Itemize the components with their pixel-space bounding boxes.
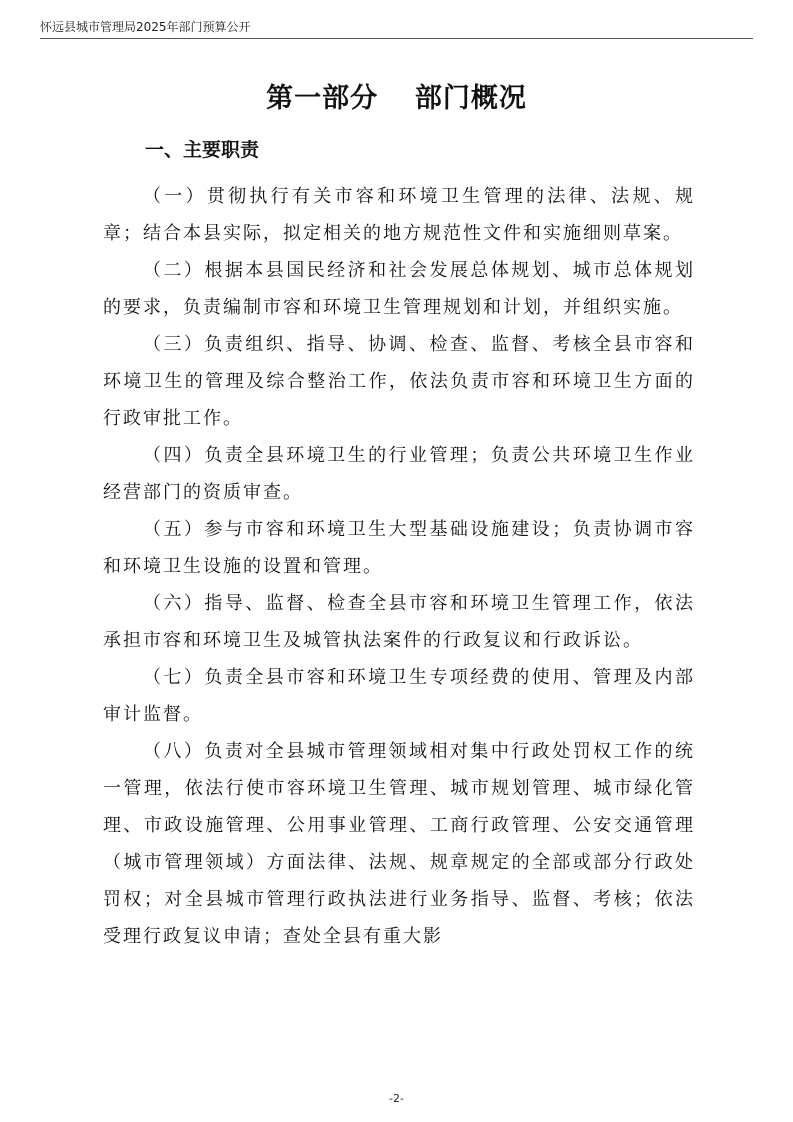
paragraph-6: （六）指导、监督、检查全县市容和环境卫生管理工作，依法承担市容和环境卫生及城管执法案件的行政复议和行政诉讼。 <box>103 593 695 651</box>
page-number: -2- <box>389 1092 404 1105</box>
header-divider <box>40 38 753 39</box>
responsibilities-body <box>103 178 695 955</box>
paragraph-1: （一）贯彻执行有关市容和环境卫生管理的法律、法规、规章；结合本县实际，拟定相关的地方规范性文件和实施细则草案。 <box>103 186 695 244</box>
paragraph-8: （八）负责对全县城市管理领域相对集中行政处罚权工作的统一管理，依法行使市容环境卫生管理、城市规划管理、城市绿化管理、市政设施管理、公用事业管理、工商行政管理、公安交通管理（城市管理领域）方面法律、法规、规章规定的全部或部分行政处罚权；对全县城市管理行政执法进行业务指导、监督、考核；依法受理行政复议申请；查处全县有重大影 <box>103 741 695 947</box>
paragraph-2: （二）根据本县国民经济和社会发展总体规划、城市总体规划的要求，负责编制市容和环境卫生管理规划和计划，并组织实施。 <box>103 260 695 318</box>
paragraph-4: （四）负责全县环境卫生的行业管理；负责公共环境卫生作业经营部门的资质审查。 <box>103 445 695 503</box>
running-header: 怀远县城市管理局2025年部门预算公开 <box>40 20 251 34</box>
paragraph-7: （七）负责全县市容和环境卫生专项经费的使用、管理及内部审计监督。 <box>103 667 695 725</box>
section-heading: 一、主要职责 <box>145 139 260 161</box>
paragraph-5: （五）参与市容和环境卫生大型基础设施建设；负责协调市容和环境卫生设施的设置和管理。 <box>103 519 695 577</box>
page-title: 第一部分 部门概况 <box>266 83 527 114</box>
paragraph-3: （三）负责组织、指导、协调、检查、监督、考核全县市容和环境卫生的管理及综合整治工作，依法负责市容和环境卫生方面的行政审批工作。 <box>103 334 695 429</box>
